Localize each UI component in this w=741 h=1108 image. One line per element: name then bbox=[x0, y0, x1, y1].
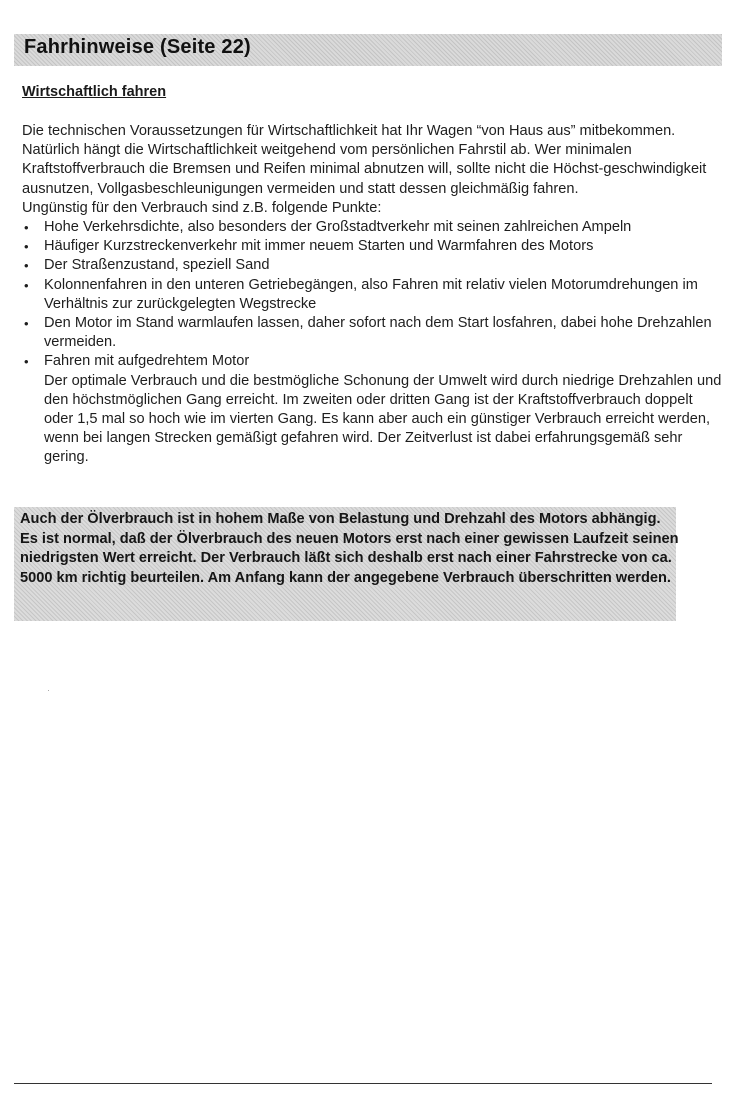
list-item-text: Kolonnenfahren in den unteren Getriebegängen, also Fahren mit relativ vielen Motorumdrehungen im Verhältnis zur zurückgelegten Wegstrecke bbox=[44, 276, 698, 312]
list-item-detail: Der optimale Verbrauch und die bestmögliche Schonung der Umwelt wird durch niedrige Drehzahlen und den höchstmöglichen Gang erreicht. Im zweiten oder dritten Gang ist der Kraftstoffverbrauch doppelt oder 1,5 mal so hoch wie im vierten Gang. Es kann aber auch ein günstiger Verbrauch erreicht werden, wenn bei langen Strecken gemäßigt gefahren wird. Der Zeitverlust ist dabei erfahrungsgemäß sehr gering. bbox=[44, 372, 722, 466]
section-heading: Wirtschaftlich fahren bbox=[22, 84, 167, 100]
paragraph-unfavorable: Ungünstig für den Verbrauch sind z.B. folgende Punkte: bbox=[22, 199, 382, 216]
list-item-text: Der Straßenzustand, speziell Sand bbox=[44, 257, 270, 274]
scan-speck bbox=[48, 690, 49, 691]
paragraph-driving-style: Natürlich hängt die Wirtschaftlichkeit weitgehend vom persönlichen Fahrstil ab. Wer minimalen Kraftstoffverbrauch die Bremsen und Reifen minimal abnutzen will, sollte nicht die Höchst-geschwindigkeit ausnutzen, Vollgasbeschleunigungen vermeiden und statt dessen gleichmäßig fahren. bbox=[22, 142, 707, 197]
list-item bbox=[22, 276, 722, 314]
list-item bbox=[22, 314, 722, 352]
page-title: Fahrhinweise (Seite 22) bbox=[24, 36, 251, 58]
bullet-list bbox=[22, 218, 722, 468]
highlight-paragraph-oil: Auch der Ölverbrauch ist in hohem Maße von Belastung und Drehzahl des Motors abhängig. bbox=[20, 511, 661, 527]
footer-rule bbox=[14, 1083, 712, 1084]
paragraph-intro: Die technischen Voraussetzungen für Wirtschaftlichkeit hat Ihr Wagen “von Haus aus” mitbekommen. bbox=[22, 123, 676, 139]
list-item-text: Häufiger Kurzstreckenverkehr mit immer neuem Starten und Warmfahren des Motors bbox=[44, 238, 594, 255]
list-item-text: Den Motor im Stand warmlaufen lassen, daher sofort nach dem Start losfahren, dabei hohe Drehzahlen vermeiden. bbox=[44, 315, 712, 351]
list-item bbox=[22, 352, 722, 467]
highlight-paragraph-break-in: Es ist normal, daß der Ölverbrauch des neuen Motors erst nach einer gewissen Laufzeit seinen niedrigsten Wert erreicht. Der Verbrauch läßt sich deshalb erst nach einer Fahrstrecke von ca. 5000 km richtig beurteilen. Am Anfang kann der angegebene Verbrauch überschritten werden. bbox=[20, 530, 679, 586]
list-item-text: Fahren mit aufgedrehtem Motor bbox=[44, 353, 250, 370]
list-item bbox=[22, 256, 722, 275]
highlight-note bbox=[20, 510, 690, 588]
body-text bbox=[22, 122, 722, 468]
list-item bbox=[22, 237, 722, 256]
list-item bbox=[22, 218, 722, 237]
list-item-text: Hohe Verkehrsdichte, also besonders der Großstadtverkehr mit seinen zahlreichen Ampeln bbox=[44, 219, 632, 236]
